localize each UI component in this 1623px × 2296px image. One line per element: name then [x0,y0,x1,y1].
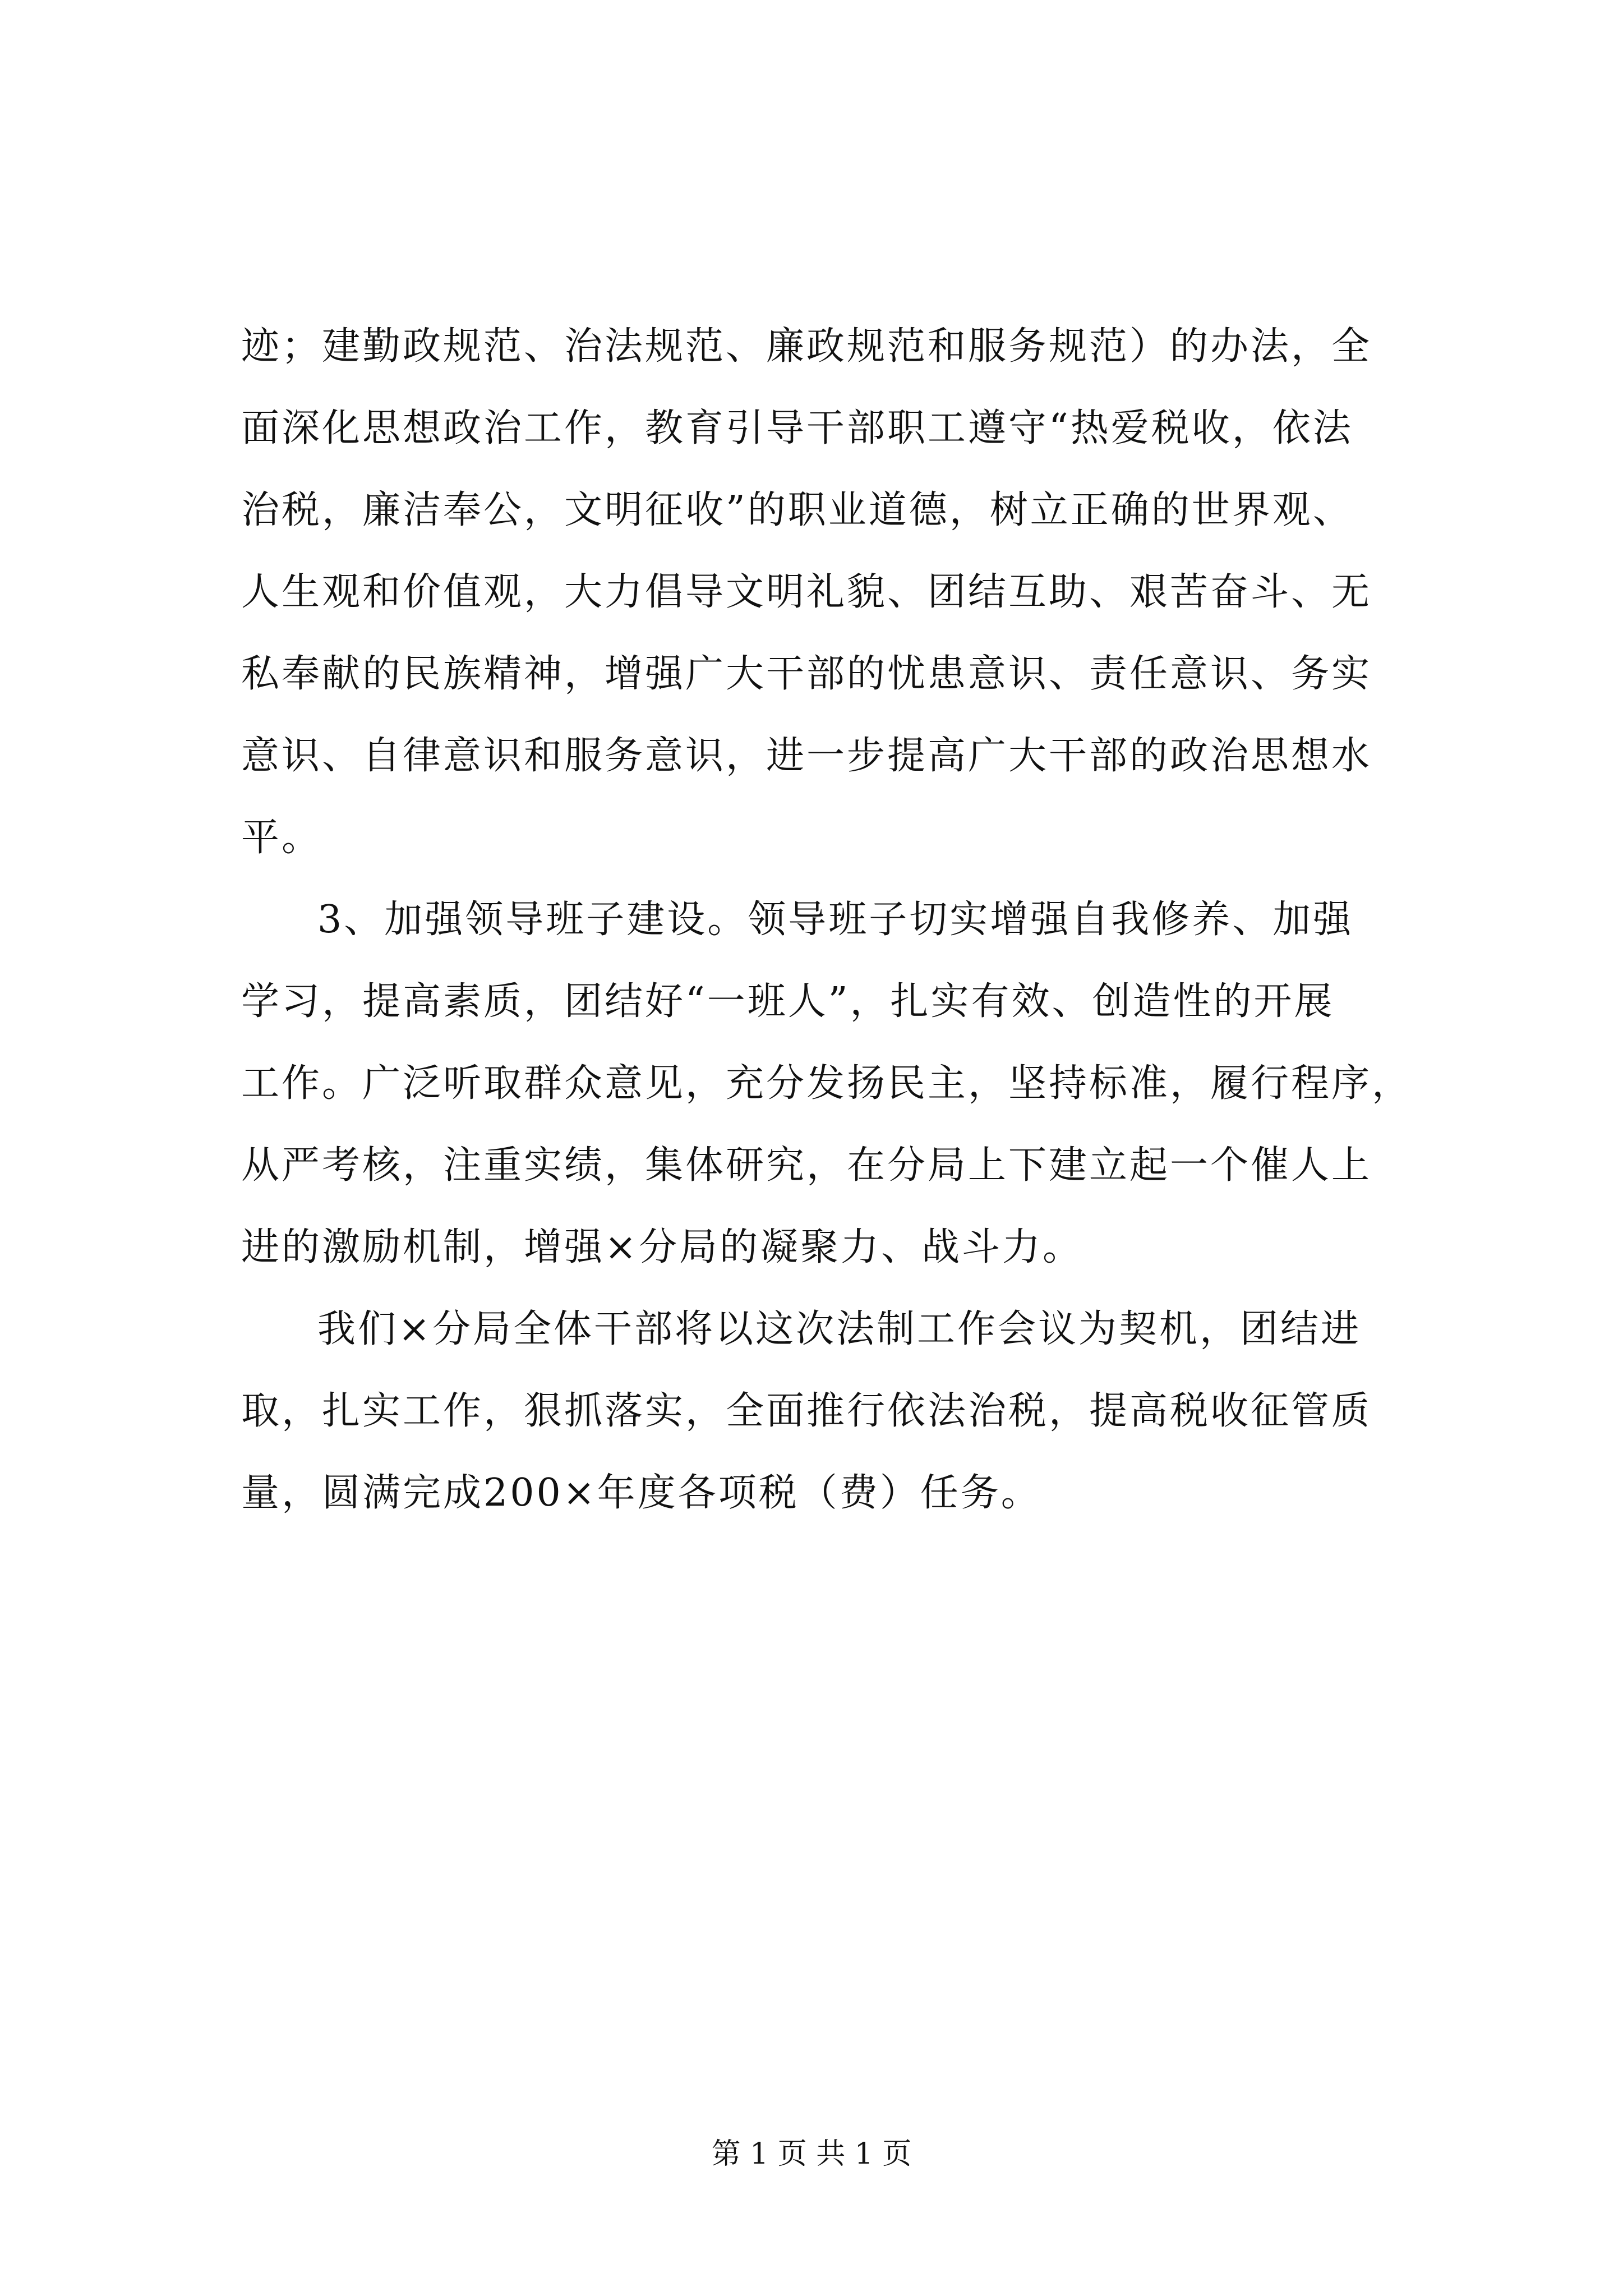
text-line: 私奉献的民族精神，增强广大干部的忧患意识、责任意识、务实 [241,652,1372,696]
text-line: 工作。广泛听取群众意见，充分发扬民主，坚持标准，履行程序， [241,1061,1413,1106]
body-text [241,306,1424,1534]
page-footer: 第 1 页 共 1 页 [711,2137,912,2171]
text-line: 治税，廉洁奉公，文明征收”的职业道德，树立正确的世界观、 [241,488,1353,532]
text-line: 从严考核，注重实绩，集体研究，在分局上下建立起一个催人上 [241,1143,1372,1188]
text-line: 意识、自律意识和服务意识，进一步提高广大干部的政治思想水 [241,734,1372,778]
text-line: 平。 [241,816,322,860]
text-line: 迹；建勤政规范、治法规范、廉政规范和服务规范）的办法，全 [241,324,1372,369]
text-line: 学习，提高素质，团结好“一班人”，扎实有效、创造性的开展 [241,979,1335,1024]
text-line: 人生观和价值观，大力倡导文明礼貌、团结互助、艰苦奋斗、无 [241,570,1372,614]
text-line: 取，扎实工作，狠抓落实，全面推行依法治税，提高税收征管质 [241,1389,1372,1433]
text-line: 进的激励机制，增强×分局的凝聚力、战斗力。 [241,1225,1083,1269]
text-line: 量，圆满完成200×年度各项税（费）任务。 [241,1471,1041,1515]
text-line: 面深化思想政治工作，教育引导干部职工遵守“热爱税收，依法 [241,406,1353,450]
paragraph-start-line: 3、加强领导班子建设。领导班子切实增强自我修养、加强 [317,898,1354,942]
paragraph-start-line: 我们×分局全体干部将以这次法制工作会议为契机，团结进 [317,1307,1361,1351]
